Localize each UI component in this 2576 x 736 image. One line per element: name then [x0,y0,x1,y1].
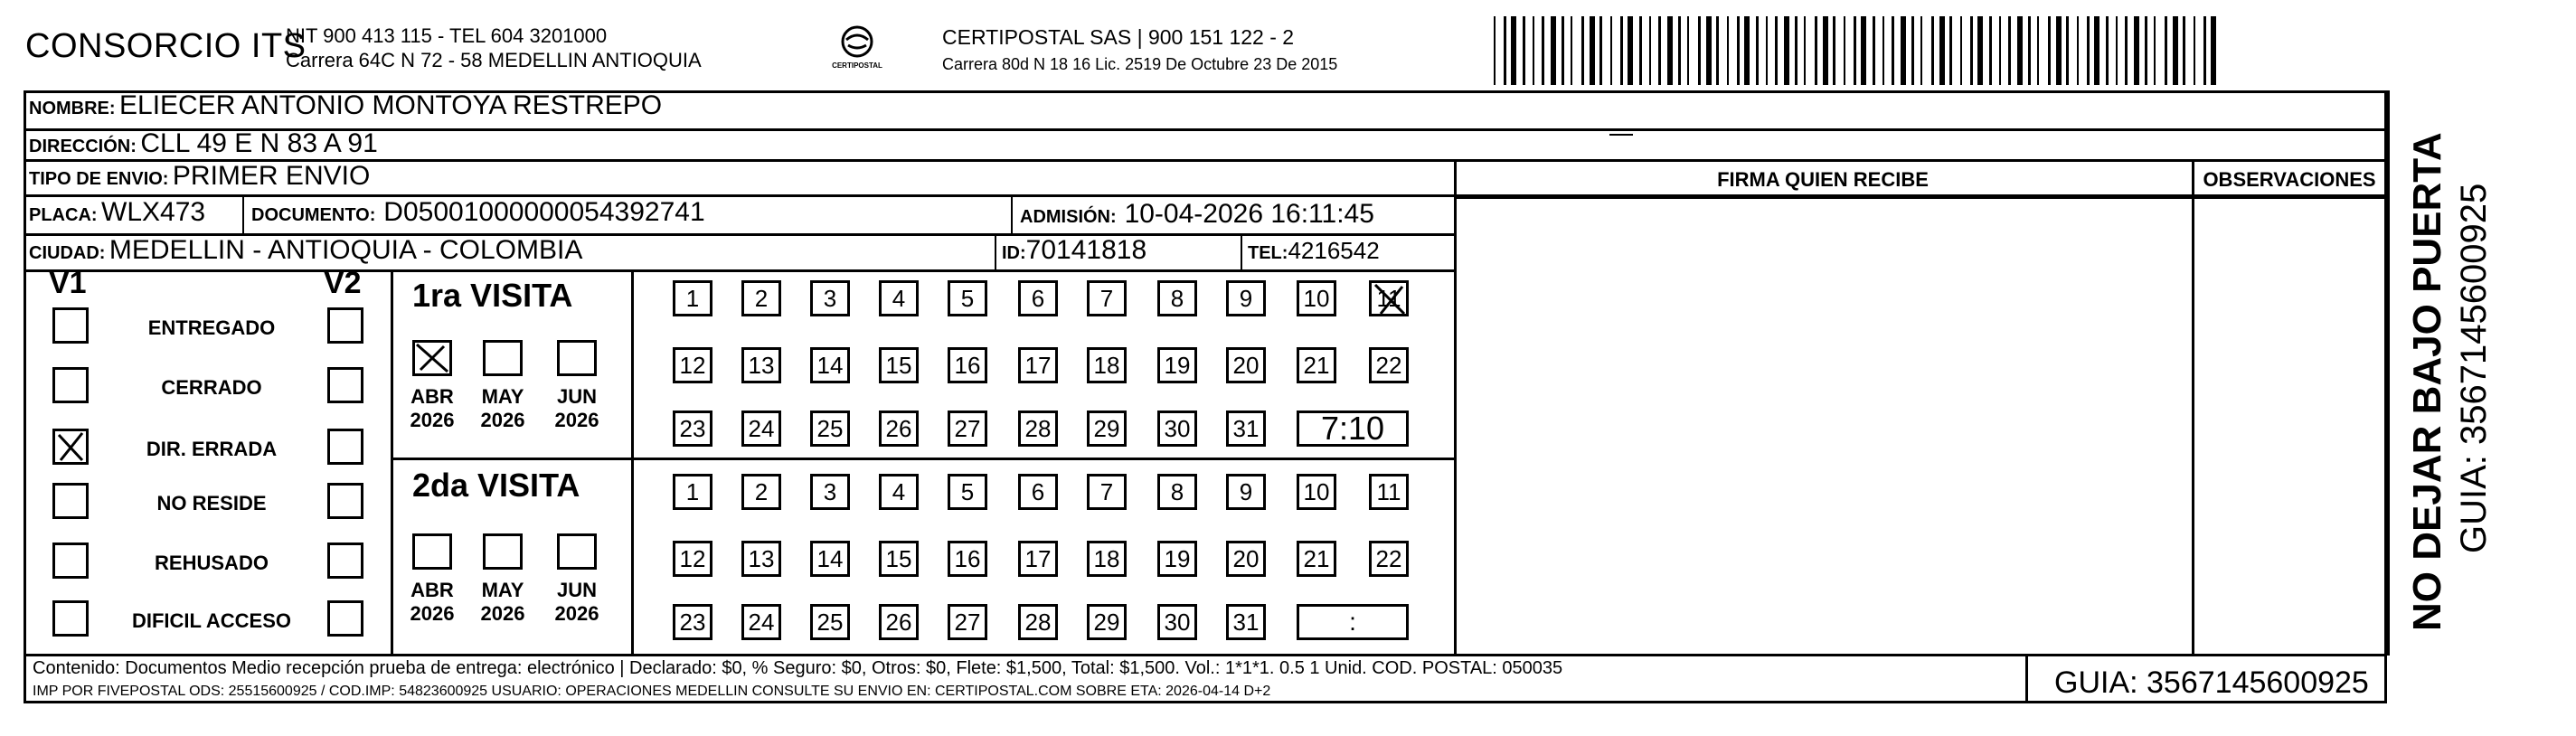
day-box[interactable]: 8 [1157,474,1197,510]
time-box[interactable]: : [1297,604,1409,640]
company-name: CONSORCIO ITS [25,27,307,65]
day-box[interactable]: 4 [879,280,919,316]
day-box[interactable]: 6 [1018,474,1058,510]
day-box[interactable]: 25 [810,410,850,447]
carrier-name: CERTIPOSTAL SAS | 900 151 122 - 2 [942,25,1295,49]
carrier-info [942,25,1337,74]
barcode [1490,16,2218,85]
day-box[interactable]: 7 [1087,280,1127,316]
day-box[interactable]: 16 [948,347,987,383]
month-name: JUN [556,579,597,601]
day-box[interactable]: 1 [673,280,712,316]
status-label: CERRADO [161,376,262,399]
company-address: Carrera 64C N 72 - 58 MEDELLIN ANTIOQUIA [286,49,702,71]
month-checkbox[interactable] [557,533,597,570]
day-box[interactable]: 31 [1226,410,1266,447]
check-x-icon [415,343,449,373]
v1-checkbox[interactable] [52,429,89,465]
month-year: 2026 [554,602,599,625]
month-name: ABR [410,385,454,408]
day-box[interactable]: 3 [810,280,850,316]
side-warning: NO DEJAR BAJO PUERTA [2405,132,2449,631]
day-box[interactable]: 21 [1297,347,1336,383]
month-year: 2026 [480,602,525,625]
field-direccion: DIRECCIÓN: CLL 49 E N 83 A 91 [29,128,378,158]
day-box[interactable]: 12 [673,541,712,577]
day-box[interactable]: 11 [1369,280,1409,316]
observaciones-header: OBSERVACIONES [2203,168,2376,191]
day-box[interactable]: 5 [948,280,987,316]
first-visit-title: 1ra VISITA [412,277,573,314]
status-label: ENTREGADO [147,316,276,339]
day-box[interactable]: 7 [1087,474,1127,510]
v2-checkbox[interactable] [327,307,363,344]
day-box[interactable]: 9 [1226,474,1266,510]
day-box[interactable]: 23 [673,410,712,447]
day-box[interactable]: 14 [810,541,850,577]
v1-label: V1 [49,266,87,300]
day-box[interactable]: 9 [1226,280,1266,316]
pen-mark [1609,134,1633,136]
day-box[interactable]: 8 [1157,280,1197,316]
footer-guia: GUIA: 3567145600925 [2054,665,2369,700]
day-box[interactable]: 13 [741,347,781,383]
day-box[interactable]: 26 [879,604,919,640]
day-box[interactable]: 13 [741,541,781,577]
day-box[interactable]: 27 [948,410,987,447]
month-label [476,579,530,626]
month-name: MAY [481,579,524,601]
status-label: REHUSADO [155,552,269,574]
v2-checkbox[interactable] [327,429,363,465]
month-checkbox[interactable] [483,533,523,570]
day-box[interactable]: 11 [1369,474,1409,510]
v1-checkbox[interactable] [52,543,89,579]
day-box[interactable]: 28 [1018,410,1058,447]
day-box[interactable]: 10 [1297,280,1336,316]
v2-checkbox[interactable] [327,543,363,579]
day-box[interactable]: 18 [1087,347,1127,383]
firma-header: FIRMA QUIEN RECIBE [1717,168,1929,191]
side-guia: GUIA: 3567145600925 [2454,183,2494,553]
status-label: NO RESIDE [156,492,267,514]
footer-imp: IMP POR FIVEPOSTAL ODS: 25515600925 / COD.IMP: 54823600925 USUARIO: OPERACIONES MEDELLIN CONSULTE SU ENVIO EN: CERTIPOSTAL.COM SOBRE ETA: 2026-04-14 D+2 [33,684,1271,699]
day-box[interactable]: 30 [1157,604,1197,640]
day-box[interactable]: 15 [879,347,919,383]
month-label [476,385,530,432]
day-box[interactable]: 12 [673,347,712,383]
month-year: 2026 [480,409,525,431]
day-box[interactable]: 18 [1087,541,1127,577]
status-label: DIFICIL ACCESO [131,609,291,632]
v1-checkbox[interactable] [52,307,89,344]
day-box[interactable]: 10 [1297,474,1336,510]
day-box[interactable]: 26 [879,410,919,447]
field-tipo-envio: TIPO DE ENVIO: PRIMER ENVIO [29,161,371,191]
day-box[interactable]: 21 [1297,541,1336,577]
day-box[interactable]: 20 [1226,541,1266,577]
v2-checkbox[interactable] [327,367,363,403]
v2-checkbox[interactable] [327,600,363,637]
v1-checkbox[interactable] [52,483,89,519]
field-nombre: NOMBRE: ELIECER ANTONIO MONTOYA RESTREPO [29,90,663,120]
month-label [405,385,459,432]
month-label [550,385,604,432]
day-box[interactable]: 31 [1226,604,1266,640]
month-year: 2026 [410,602,455,625]
day-box[interactable]: 28 [1018,604,1058,640]
time-box[interactable]: 7:10 [1297,410,1409,447]
company-nit: NIT 900 413 115 - TEL 604 3201000 [286,24,608,47]
day-box[interactable]: 1 [673,474,712,510]
day-box[interactable]: 29 [1087,604,1127,640]
status-label: DIR. ERRADA [146,438,278,460]
certipostal-logo [825,24,890,76]
day-box[interactable]: 23 [673,604,712,640]
field-ciudad: CIUDAD: MEDELLIN - ANTIOQUIA - COLOMBIA [29,235,583,265]
day-box[interactable]: 22 [1369,541,1409,577]
day-box[interactable]: 14 [810,347,850,383]
field-admision: ADMISIÓN: 10-04-2026 16:11:45 [1020,199,1374,229]
day-box[interactable]: 5 [948,474,987,510]
month-name: JUN [556,385,597,408]
carrier-address: Carrera 80d N 18 16 Lic. 2519 De Octubre 23 De 2015 [942,55,1338,73]
day-box[interactable]: 17 [1018,347,1058,383]
field-id: ID:70141818 [1002,235,1147,265]
day-box[interactable]: 19 [1157,541,1197,577]
day-box[interactable]: 15 [879,541,919,577]
day-box[interactable]: 6 [1018,280,1058,316]
day-box[interactable]: 22 [1369,347,1409,383]
day-box[interactable]: 2 [741,474,781,510]
month-year: 2026 [554,409,599,431]
day-box[interactable]: 25 [810,604,850,640]
month-checkbox[interactable] [412,340,452,376]
month-checkbox[interactable] [557,340,597,376]
field-tel: TEL:4216542 [1248,237,1380,264]
month-label [550,579,604,626]
day-box[interactable]: 20 [1226,347,1266,383]
v2-checkbox[interactable] [327,483,363,519]
day-box[interactable]: 19 [1157,347,1197,383]
check-x-icon [1372,283,1408,316]
day-box[interactable]: 24 [741,604,781,640]
day-box[interactable]: 17 [1018,541,1058,577]
day-box[interactable]: 30 [1157,410,1197,447]
company-info [286,24,702,72]
v2-label: V2 [324,266,362,300]
day-box[interactable]: 27 [948,604,987,640]
field-documento: DOCUMENTO: D05001000000054392741 [251,197,705,227]
day-box[interactable]: 24 [741,410,781,447]
v1-checkbox[interactable] [52,600,89,637]
check-x-icon [55,431,86,462]
month-year: 2026 [410,409,455,431]
day-box[interactable]: 4 [879,474,919,510]
day-box[interactable]: 2 [741,280,781,316]
footer-content: Contenido: Documentos Medio recepción prueba de entrega: electrónico | Declarado: $0, % Seguro: $0, Otros: $0, Flete: $1,500, Total: $1,500. Vol.: 1*1*1. 0.5 1 Unid. COD. POSTAL: 050035 [33,658,1563,678]
second-visit-title: 2da VISITA [412,467,580,504]
day-box[interactable]: 16 [948,541,987,577]
month-checkbox[interactable] [483,340,523,376]
month-name: ABR [410,579,454,601]
day-box[interactable]: 3 [810,474,850,510]
month-label [405,579,459,626]
month-name: MAY [481,385,524,408]
v1-checkbox[interactable] [52,367,89,403]
field-placa: PLACA: WLX473 [29,197,206,227]
month-checkbox[interactable] [412,533,452,570]
day-box[interactable]: 29 [1087,410,1127,447]
logo-text: CERTIPOSTAL [832,61,882,70]
